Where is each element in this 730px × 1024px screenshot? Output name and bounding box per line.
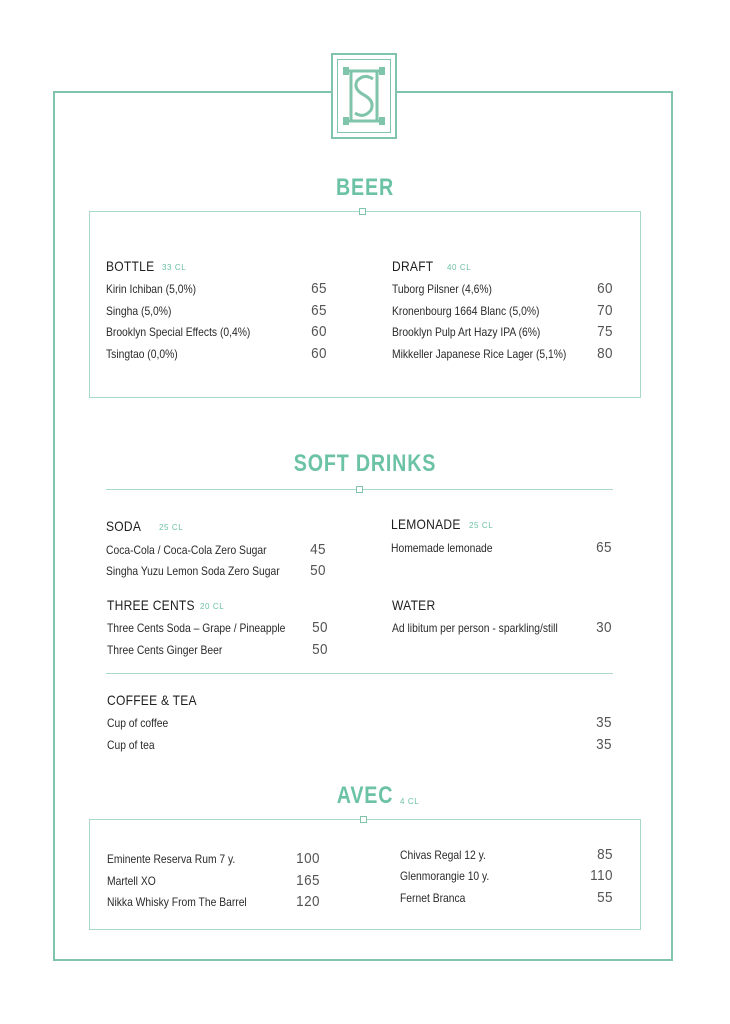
item-price: 50	[312, 641, 328, 658]
three-cents-size: 20 CL	[200, 602, 225, 611]
bottle-heading: BOTTLE	[106, 258, 155, 274]
list-item: Nikka Whisky From The Barrel	[107, 895, 247, 909]
item-price: 110	[590, 867, 613, 884]
lemonade-heading: LEMONADE	[391, 516, 461, 532]
list-item: Eminente Reserva Rum 7 y.	[107, 852, 236, 866]
draft-size: 40 CL	[447, 263, 472, 272]
list-item: Three Cents Soda – Grape / Pineapple	[107, 621, 286, 635]
divider-ornament	[359, 208, 366, 215]
item-price: 60	[597, 280, 613, 297]
item-price: 50	[312, 619, 328, 636]
soft-drinks-title: SOFT DRINKS	[293, 450, 437, 477]
item-price: 30	[596, 619, 612, 636]
item-price: 65	[311, 302, 327, 319]
item-price: 50	[310, 562, 326, 579]
water-heading: WATER	[392, 597, 436, 613]
list-item: Brooklyn Special Effects (0,4%)	[106, 325, 251, 339]
item-price: 45	[310, 541, 326, 558]
soda-heading: SODA	[106, 518, 142, 534]
list-item: Martell XO	[107, 874, 156, 888]
item-price: 65	[596, 539, 612, 556]
item-price: 80	[597, 345, 613, 362]
list-item: Glenmorangie 10 y.	[400, 869, 490, 883]
item-price: 70	[597, 302, 613, 319]
item-price: 75	[597, 323, 613, 340]
list-item: Fernet Branca	[400, 891, 466, 905]
list-item: Kronenbourg 1664 Blanc (5,0%)	[392, 304, 540, 318]
avec-size: 4 CL	[400, 797, 420, 806]
item-price: 165	[296, 872, 320, 889]
list-item: Mikkeller Japanese Rice Lager (5,1%)	[392, 347, 567, 361]
item-price: 85	[597, 846, 613, 863]
item-price: 35	[596, 714, 612, 731]
coffee-tea-heading: COFFEE & TEA	[107, 692, 197, 708]
avec-title: AVEC	[336, 782, 394, 809]
item-price: 55	[597, 889, 613, 906]
list-item: Singha (5,0%)	[106, 304, 172, 318]
item-price: 65	[311, 280, 327, 297]
ks-monogram-icon	[331, 53, 397, 139]
item-price: 60	[311, 345, 327, 362]
list-item: Cup of coffee	[107, 716, 169, 730]
list-item: Coca-Cola / Coca-Cola Zero Sugar	[106, 543, 267, 557]
list-item: Cup of tea	[107, 738, 155, 752]
divider-ornament	[360, 816, 367, 823]
divider-line	[106, 673, 613, 674]
list-item: Chivas Regal 12 y.	[400, 848, 486, 862]
list-item: Ad libitum per person - sparkling/still	[392, 621, 558, 635]
divider-ornament	[356, 486, 363, 493]
beer-box	[89, 211, 641, 398]
item-price: 100	[296, 850, 320, 867]
item-price: 35	[596, 736, 612, 753]
list-item: Singha Yuzu Lemon Soda Zero Sugar	[106, 564, 280, 578]
three-cents-heading: THREE CENTS	[107, 597, 195, 613]
lemonade-size: 25 CL	[469, 521, 494, 530]
draft-heading: DRAFT	[392, 258, 434, 274]
list-item: Tsingtao (0,0%)	[106, 347, 178, 361]
beer-title: BEER	[336, 174, 394, 201]
list-item: Tuborg Pilsner (4,6%)	[392, 282, 493, 296]
item-price: 60	[311, 323, 327, 340]
avec-box	[89, 819, 641, 930]
list-item: Brooklyn Pulp Art Hazy IPA (6%)	[392, 325, 541, 339]
list-item: Kirin Ichiban (5,0%)	[106, 282, 197, 296]
list-item: Three Cents Ginger Beer	[107, 643, 223, 657]
bottle-size: 33 CL	[162, 263, 187, 272]
list-item: Homemade lemonade	[391, 541, 493, 555]
soda-size: 25 CL	[159, 523, 184, 532]
item-price: 120	[296, 893, 320, 910]
